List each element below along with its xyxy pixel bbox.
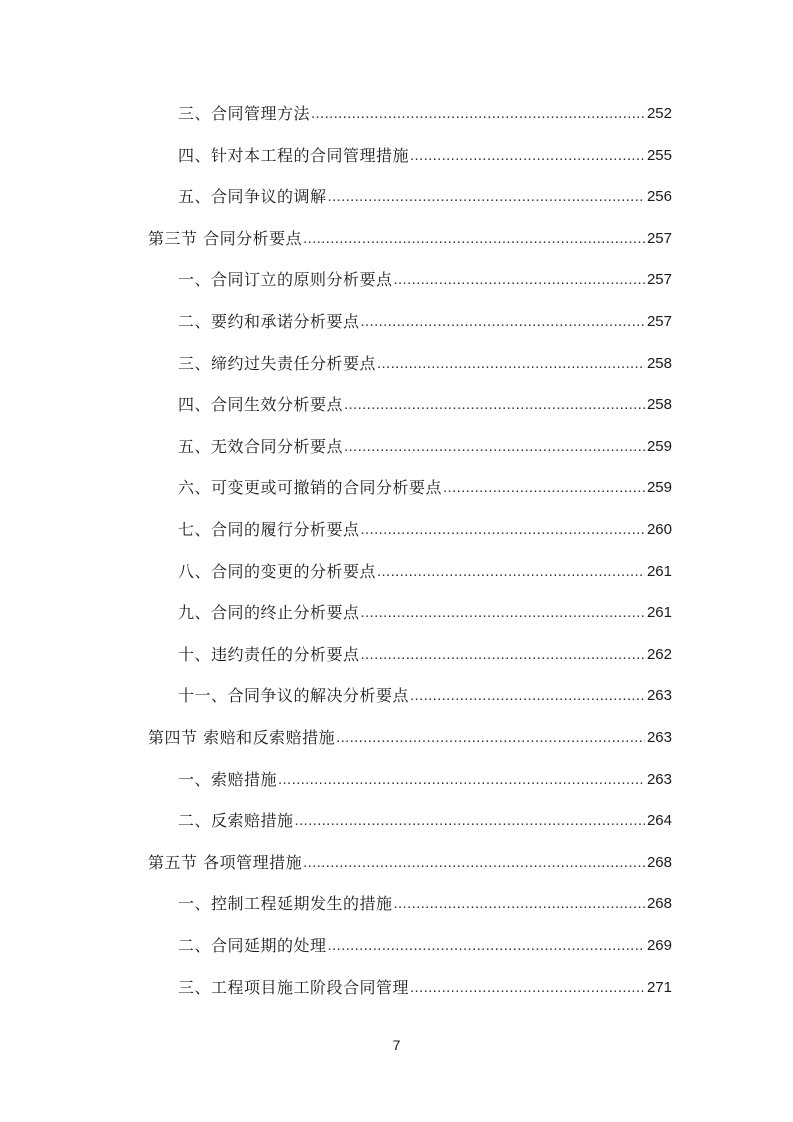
toc-entry-page: 257 bbox=[646, 229, 672, 247]
dot-leader bbox=[394, 270, 645, 290]
dot-leader bbox=[361, 312, 645, 332]
toc-entry bbox=[178, 890, 672, 914]
dot-leader bbox=[377, 354, 645, 374]
dot-leader bbox=[361, 520, 645, 540]
toc-entry bbox=[178, 142, 672, 166]
dot-leader bbox=[344, 437, 645, 457]
toc-entry bbox=[148, 724, 672, 748]
toc-entry-title: 十一、合同争议的解决分析要点 bbox=[178, 686, 410, 706]
toc-entry bbox=[178, 308, 672, 332]
toc-entry-title: 四、针对本工程的合同管理措施 bbox=[178, 145, 410, 165]
dot-leader bbox=[303, 229, 645, 249]
toc-entry-title: 三、工程项目施工阶段合同管理 bbox=[178, 977, 410, 997]
toc-entry-page: 252 bbox=[646, 105, 672, 122]
toc-entry-page: 271 bbox=[646, 978, 672, 996]
toc-entry-title: 七、合同的履行分析要点 bbox=[178, 520, 360, 539]
toc-entry-page: 259 bbox=[646, 479, 672, 497]
toc-entry-page: 263 bbox=[646, 770, 672, 788]
toc-entry bbox=[178, 932, 672, 956]
toc-entry bbox=[178, 641, 672, 665]
toc-entry bbox=[178, 682, 672, 706]
toc-entry bbox=[178, 807, 672, 831]
toc-entry bbox=[178, 766, 672, 790]
toc-entry bbox=[178, 266, 672, 290]
toc-entry-page: 268 bbox=[646, 853, 672, 871]
dot-leader bbox=[278, 770, 645, 790]
toc-entry-page: 263 bbox=[646, 729, 672, 746]
toc-entry-page: 260 bbox=[646, 521, 672, 538]
toc-entry bbox=[178, 391, 672, 415]
dot-leader bbox=[328, 936, 645, 956]
toc-entry-page: 257 bbox=[646, 313, 672, 330]
toc-entry-title: 一、合同订立的原则分析要点 bbox=[178, 270, 393, 290]
toc-entry-page: 256 bbox=[646, 188, 672, 206]
toc-entry-title: 一、索赔措施 bbox=[178, 769, 278, 789]
toc-entry-title: 五、无效合同分析要点 bbox=[178, 436, 344, 456]
toc-entry bbox=[178, 433, 672, 457]
toc-entry-page: 264 bbox=[646, 812, 672, 830]
dot-leader bbox=[344, 395, 645, 415]
dot-leader bbox=[410, 978, 645, 998]
toc-entry-page: 268 bbox=[646, 895, 672, 913]
toc-entry bbox=[178, 474, 672, 498]
page-number: 7 bbox=[392, 1037, 401, 1053]
dot-leader bbox=[295, 811, 645, 831]
toc-entry-page: 255 bbox=[646, 146, 672, 164]
toc-entry-title: 第四节 索赔和反索赔措施 bbox=[148, 728, 336, 747]
dot-leader bbox=[303, 853, 645, 873]
toc-entry-title: 二、要约和承诺分析要点 bbox=[178, 312, 360, 331]
dot-leader bbox=[336, 728, 645, 748]
toc-entry bbox=[178, 516, 672, 540]
toc-entry-title: 第五节 各项管理措施 bbox=[148, 852, 303, 872]
dot-leader bbox=[311, 104, 645, 124]
dot-leader bbox=[361, 603, 645, 623]
toc-entry-page: 269 bbox=[646, 937, 672, 954]
toc-entry-page: 262 bbox=[646, 645, 672, 663]
toc-entry bbox=[178, 350, 672, 374]
toc-entry-page: 258 bbox=[646, 396, 672, 414]
dot-leader bbox=[377, 562, 645, 582]
toc-entry-title: 一、控制工程延期发生的措施 bbox=[178, 894, 393, 914]
toc-entry-title: 第三节 合同分析要点 bbox=[148, 228, 303, 248]
toc-entry-title: 九、合同的终止分析要点 bbox=[178, 603, 360, 623]
toc-entry-title: 三、缔约过失责任分析要点 bbox=[178, 353, 377, 373]
toc-entry-title: 四、合同生效分析要点 bbox=[178, 395, 344, 415]
dot-leader bbox=[361, 645, 645, 665]
toc-entry bbox=[178, 183, 672, 207]
toc-entry bbox=[148, 849, 672, 873]
toc-entry bbox=[148, 225, 672, 249]
toc-entry-title: 十、违约责任的分析要点 bbox=[178, 644, 360, 664]
dot-leader bbox=[443, 478, 645, 498]
toc-entry-title: 六、可变更或可撤销的合同分析要点 bbox=[178, 478, 443, 498]
toc-entry-page: 257 bbox=[646, 271, 672, 289]
toc-entry-page: 261 bbox=[646, 604, 672, 622]
toc-entry-page: 263 bbox=[646, 687, 672, 705]
toc-entry-title: 八、合同的变更的分析要点 bbox=[178, 561, 377, 581]
dot-leader bbox=[410, 686, 645, 706]
toc-entry-title: 五、合同争议的调解 bbox=[178, 187, 327, 207]
toc-entry-title: 二、反索赔措施 bbox=[178, 811, 294, 831]
toc-entry bbox=[178, 974, 672, 998]
toc-entry-title: 二、合同延期的处理 bbox=[178, 936, 327, 955]
toc-entry bbox=[178, 100, 672, 124]
toc-entry bbox=[178, 558, 672, 582]
dot-leader bbox=[394, 894, 645, 914]
toc-entry-page: 259 bbox=[646, 437, 672, 455]
dot-leader bbox=[410, 146, 645, 166]
toc-entry-page: 258 bbox=[646, 354, 672, 372]
toc-entry bbox=[178, 599, 672, 623]
toc-entry-title: 三、合同管理方法 bbox=[178, 104, 311, 123]
dot-leader bbox=[328, 187, 645, 207]
toc-entry-page: 261 bbox=[646, 562, 672, 580]
